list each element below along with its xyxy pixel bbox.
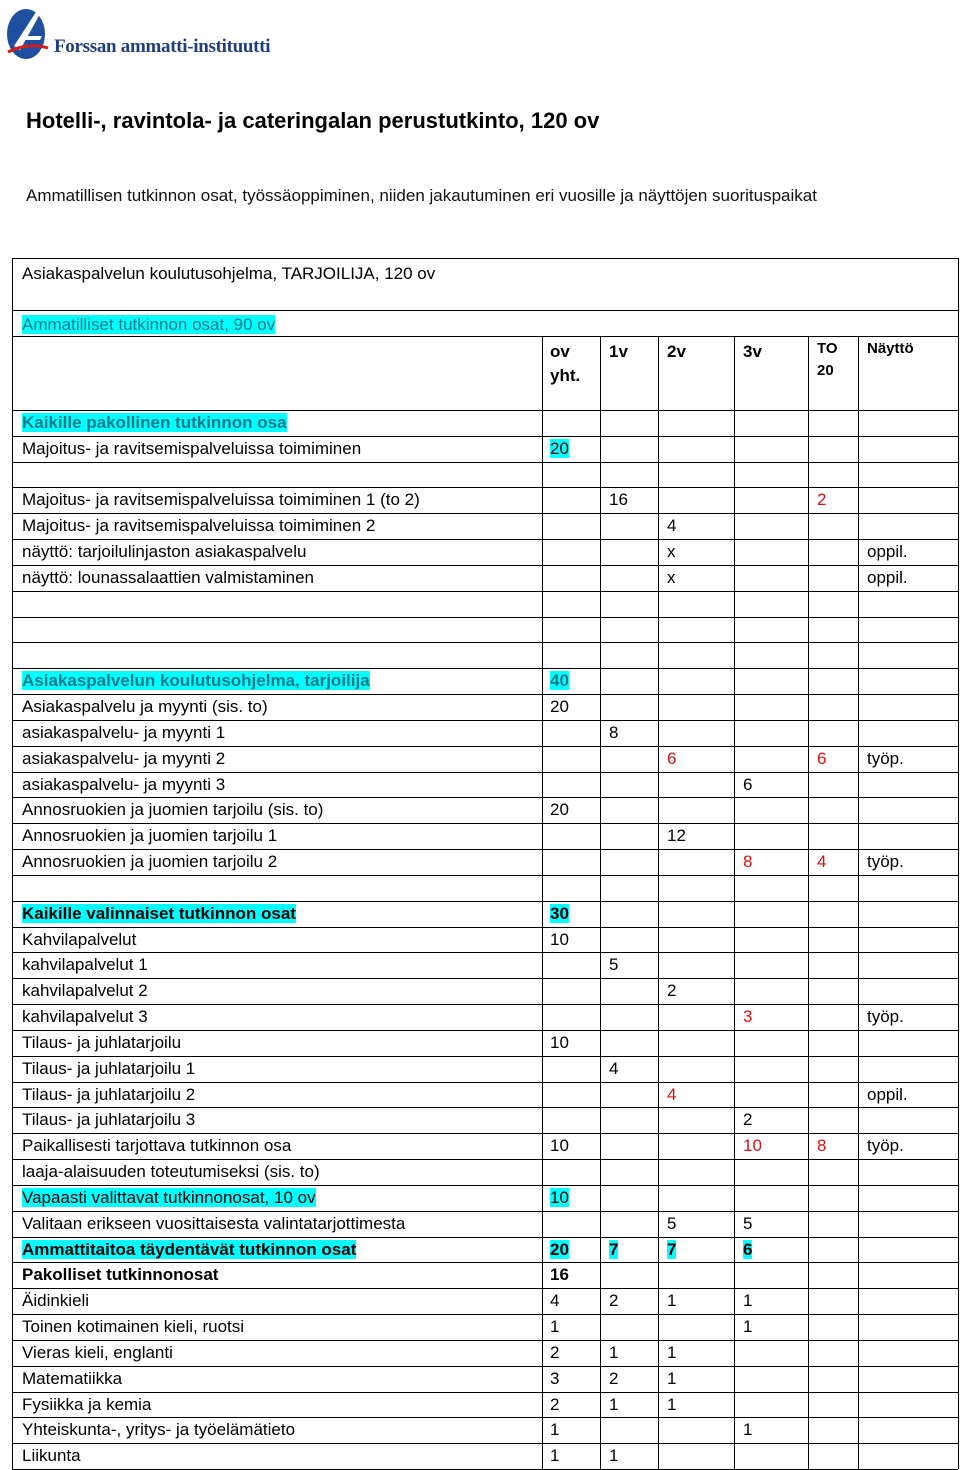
row-label: Annosruokien ja juomien tarjoilu (sis. to) xyxy=(22,800,324,819)
col-header-year3: 3v xyxy=(743,342,762,361)
row-cell-ov: 20 xyxy=(550,1240,569,1259)
row-cell-y2: 5 xyxy=(667,1214,677,1233)
table-hline xyxy=(12,1443,958,1444)
table-hline xyxy=(12,617,958,618)
row-label: Tilaus- ja juhlatarjoilu 3 xyxy=(22,1110,196,1129)
row-cell-naytto: oppil. xyxy=(867,542,908,561)
study-plan-table xyxy=(12,258,958,1468)
row-cell-naytto: työp. xyxy=(867,749,904,768)
row-cell-naytto: työp. xyxy=(867,1007,904,1026)
table-hline xyxy=(12,849,958,850)
row-label: laaja-alaisuuden toteutumiseksi (sis. to) xyxy=(22,1162,320,1181)
row-label: Vieras kieli, englanti xyxy=(22,1343,173,1362)
row-cell-naytto: oppil. xyxy=(867,568,908,587)
row-label: asiakaspalvelu- ja myynti 1 xyxy=(22,723,226,742)
row-cell-ov: 16 xyxy=(550,1265,569,1284)
row-cell-ov: 1 xyxy=(550,1317,560,1336)
row-cell-y1: 1 xyxy=(609,1446,619,1465)
row-label: Asiakaspalvelu ja myynti (sis. to) xyxy=(22,697,268,716)
row-label: Asiakaspalvelun koulutusohjelma, tarjoilija xyxy=(22,671,370,690)
row-label: Liikunta xyxy=(22,1446,81,1465)
page-subtitle: Ammatillisen tutkinnon osat, työssäoppiminen, niiden jakautuminen eri vuosille ja näyttöjen suorituspaikat xyxy=(26,186,817,205)
row-cell-y2: 12 xyxy=(667,826,686,845)
institute-logo xyxy=(6,6,271,62)
table-hline xyxy=(12,875,958,876)
table-vline xyxy=(12,258,13,1469)
row-cell-y3: 3 xyxy=(743,1007,753,1026)
table-vline xyxy=(958,258,959,1469)
row-label: Pakolliset tutkinnonosat xyxy=(22,1265,219,1284)
row-label: Valitaan erikseen vuosittaisesta valintatarjottimesta xyxy=(22,1214,406,1233)
row-label: näyttö: tarjoilulinjaston asiakaspalvelu xyxy=(22,542,307,561)
table-hline xyxy=(12,952,958,953)
program-title: Asiakaspalvelun koulutusohjelma, TARJOILIJA, 120 ov xyxy=(22,264,436,283)
row-cell-y1: 7 xyxy=(609,1240,619,1259)
table-vline xyxy=(734,336,735,1469)
row-cell-y3: 1 xyxy=(743,1420,753,1439)
row-label: Majoitus- ja ravitsemispalveluissa toimiminen 1 (to 2) xyxy=(22,490,420,509)
row-label: Kaikille valinnaiset tutkinnon osat xyxy=(22,904,296,923)
row-label: Kahvilapalvelut xyxy=(22,930,137,949)
row-cell-y3: 6 xyxy=(743,1240,753,1259)
row-cell-y2: 7 xyxy=(667,1240,677,1259)
row-cell-ov: 30 xyxy=(550,904,569,923)
row-label: asiakaspalvelu- ja myynti 3 xyxy=(22,775,226,794)
row-cell-y1: 2 xyxy=(609,1291,619,1310)
table-hline xyxy=(12,1159,958,1160)
row-cell-y1: 1 xyxy=(609,1343,619,1362)
row-label: Ammattitaitoa täydentävät tutkinnon osat xyxy=(22,1240,357,1259)
row-cell-y2: 4 xyxy=(667,1085,677,1104)
table-hline xyxy=(12,258,958,259)
row-cell-ov: 3 xyxy=(550,1369,560,1388)
table-hline xyxy=(12,668,958,669)
col-header-year1: 1v xyxy=(609,342,628,361)
row-label: Majoitus- ja ravitsemispalveluissa toimiminen 2 xyxy=(22,516,376,535)
row-label: Tilaus- ja juhlatarjoilu 1 xyxy=(22,1059,196,1078)
table-hline xyxy=(12,1314,958,1315)
row-cell-y1: 5 xyxy=(609,955,619,974)
table-hline xyxy=(12,901,958,902)
row-cell-y2: x xyxy=(667,568,676,587)
row-label: Toinen kotimainen kieli, ruotsi xyxy=(22,1317,245,1336)
table-hline xyxy=(12,1211,958,1212)
table-hline xyxy=(12,336,958,337)
row-label: Äidinkieli xyxy=(22,1291,90,1310)
row-cell-y1: 16 xyxy=(609,490,628,509)
row-label: Paikallisesti tarjottava tutkinnon osa xyxy=(22,1136,292,1155)
row-cell-to: 6 xyxy=(817,749,827,768)
table-hline xyxy=(12,410,958,411)
row-cell-y2: 2 xyxy=(667,981,677,1000)
logo-emblem-icon xyxy=(6,6,50,60)
row-label: kahvilapalvelut 1 xyxy=(22,955,148,974)
table-hline xyxy=(12,436,958,437)
row-cell-ov: 20 xyxy=(550,800,569,819)
col-header-ov: ov yht. xyxy=(550,342,581,385)
row-label: Annosruokien ja juomien tarjoilu 1 xyxy=(22,826,278,845)
row-cell-naytto: työp. xyxy=(867,1136,904,1155)
row-cell-y3: 5 xyxy=(743,1214,753,1233)
row-cell-naytto: työp. xyxy=(867,852,904,871)
table-hline xyxy=(12,746,958,747)
row-label: Majoitus- ja ravitsemispalveluissa toimiminen xyxy=(22,439,362,458)
table-hline xyxy=(12,1392,958,1393)
table-hline xyxy=(12,823,958,824)
row-cell-y2: 6 xyxy=(667,749,677,768)
table-hline xyxy=(12,1262,958,1263)
row-cell-y1: 8 xyxy=(609,723,619,742)
table-hline xyxy=(12,927,958,928)
row-cell-ov: 1 xyxy=(550,1420,560,1439)
table-hline xyxy=(12,1340,958,1341)
table-hline xyxy=(12,1417,958,1418)
table-vline xyxy=(600,336,601,1469)
row-cell-y3: 2 xyxy=(743,1110,753,1129)
table-hline xyxy=(12,1237,958,1238)
row-label: Annosruokien ja juomien tarjoilu 2 xyxy=(22,852,278,871)
row-label: kahvilapalvelut 2 xyxy=(22,981,148,1000)
row-cell-ov: 10 xyxy=(550,1188,569,1207)
row-cell-ov: 20 xyxy=(550,439,569,458)
row-cell-y2: 1 xyxy=(667,1395,677,1414)
logo-text: Forssan ammatti-instituutti xyxy=(54,36,271,57)
row-label: Tilaus- ja juhlatarjoilu 2 xyxy=(22,1085,196,1104)
table-hline xyxy=(12,1056,958,1057)
table-hline xyxy=(12,978,958,979)
table-vline xyxy=(808,336,809,1469)
row-cell-ov: 4 xyxy=(550,1291,560,1310)
table-hline xyxy=(12,1185,958,1186)
table-hline xyxy=(12,797,958,798)
row-cell-ov: 40 xyxy=(550,671,569,690)
col-header-year2: 2v xyxy=(667,342,686,361)
table-hline xyxy=(12,642,958,643)
table-hline xyxy=(12,1366,958,1367)
table-hline xyxy=(12,513,958,514)
table-hline xyxy=(12,720,958,721)
table-hline xyxy=(12,487,958,488)
row-label: näyttö: lounassalaattien valmistaminen xyxy=(22,568,314,587)
table-hline xyxy=(12,565,958,566)
row-cell-y3: 1 xyxy=(743,1317,753,1336)
row-cell-y1: 4 xyxy=(609,1059,619,1078)
row-cell-y3: 8 xyxy=(743,852,753,871)
row-cell-y2: x xyxy=(667,542,676,561)
row-cell-y3: 10 xyxy=(743,1136,762,1155)
row-cell-y1: 2 xyxy=(609,1369,619,1388)
row-cell-y3: 6 xyxy=(743,775,753,794)
row-label: Fysiikka ja kemia xyxy=(22,1395,152,1414)
row-cell-y2: 1 xyxy=(667,1291,677,1310)
table-hline xyxy=(12,694,958,695)
table-hline xyxy=(12,1133,958,1134)
row-cell-to: 2 xyxy=(817,490,827,509)
row-label: Matematiikka xyxy=(22,1369,123,1388)
table-vline xyxy=(658,336,659,1469)
row-cell-ov: 2 xyxy=(550,1395,560,1414)
section-label: Ammatilliset tutkinnon osat, 90 ov xyxy=(22,315,276,334)
row-cell-y2: 1 xyxy=(667,1369,677,1388)
row-cell-ov: 20 xyxy=(550,697,569,716)
row-label: kahvilapalvelut 3 xyxy=(22,1007,148,1026)
table-hline xyxy=(12,1030,958,1031)
row-cell-ov: 10 xyxy=(550,1136,569,1155)
table-hline xyxy=(12,1107,958,1108)
col-header-naytto: Näyttö xyxy=(867,340,914,357)
table-hline xyxy=(12,1082,958,1083)
row-cell-ov: 10 xyxy=(550,1033,569,1052)
row-cell-ov: 1 xyxy=(550,1446,560,1465)
row-cell-y1: 1 xyxy=(609,1395,619,1414)
row-label: Kaikille pakollinen tutkinnon osa xyxy=(22,413,287,432)
table-vline xyxy=(858,336,859,1469)
row-cell-y2: 1 xyxy=(667,1343,677,1362)
row-cell-y3: 1 xyxy=(743,1291,753,1310)
table-hline xyxy=(12,310,958,311)
table-hline xyxy=(12,539,958,540)
row-cell-to: 8 xyxy=(817,1136,827,1155)
row-cell-naytto: oppil. xyxy=(867,1085,908,1104)
row-cell-ov: 10 xyxy=(550,930,569,949)
row-label: Tilaus- ja juhlatarjoilu xyxy=(22,1033,182,1052)
table-hline xyxy=(12,591,958,592)
row-label: Vapaasti valittavat tutkinnonosat, 10 ov xyxy=(22,1188,316,1207)
row-label: asiakaspalvelu- ja myynti 2 xyxy=(22,749,226,768)
col-header-to: TO 20 xyxy=(817,340,838,379)
table-hline xyxy=(12,772,958,773)
row-cell-y2: 4 xyxy=(667,516,677,535)
table-hline xyxy=(12,1004,958,1005)
page-title: Hotelli-, ravintola- ja cateringalan perustutkinto, 120 ov xyxy=(26,108,600,133)
row-label: Yhteiskunta-, yritys- ja työelämätieto xyxy=(22,1420,296,1439)
row-cell-ov: 2 xyxy=(550,1343,560,1362)
table-vline xyxy=(542,336,543,1469)
table-hline xyxy=(12,1288,958,1289)
table-hline xyxy=(12,462,958,463)
row-cell-to: 4 xyxy=(817,852,827,871)
